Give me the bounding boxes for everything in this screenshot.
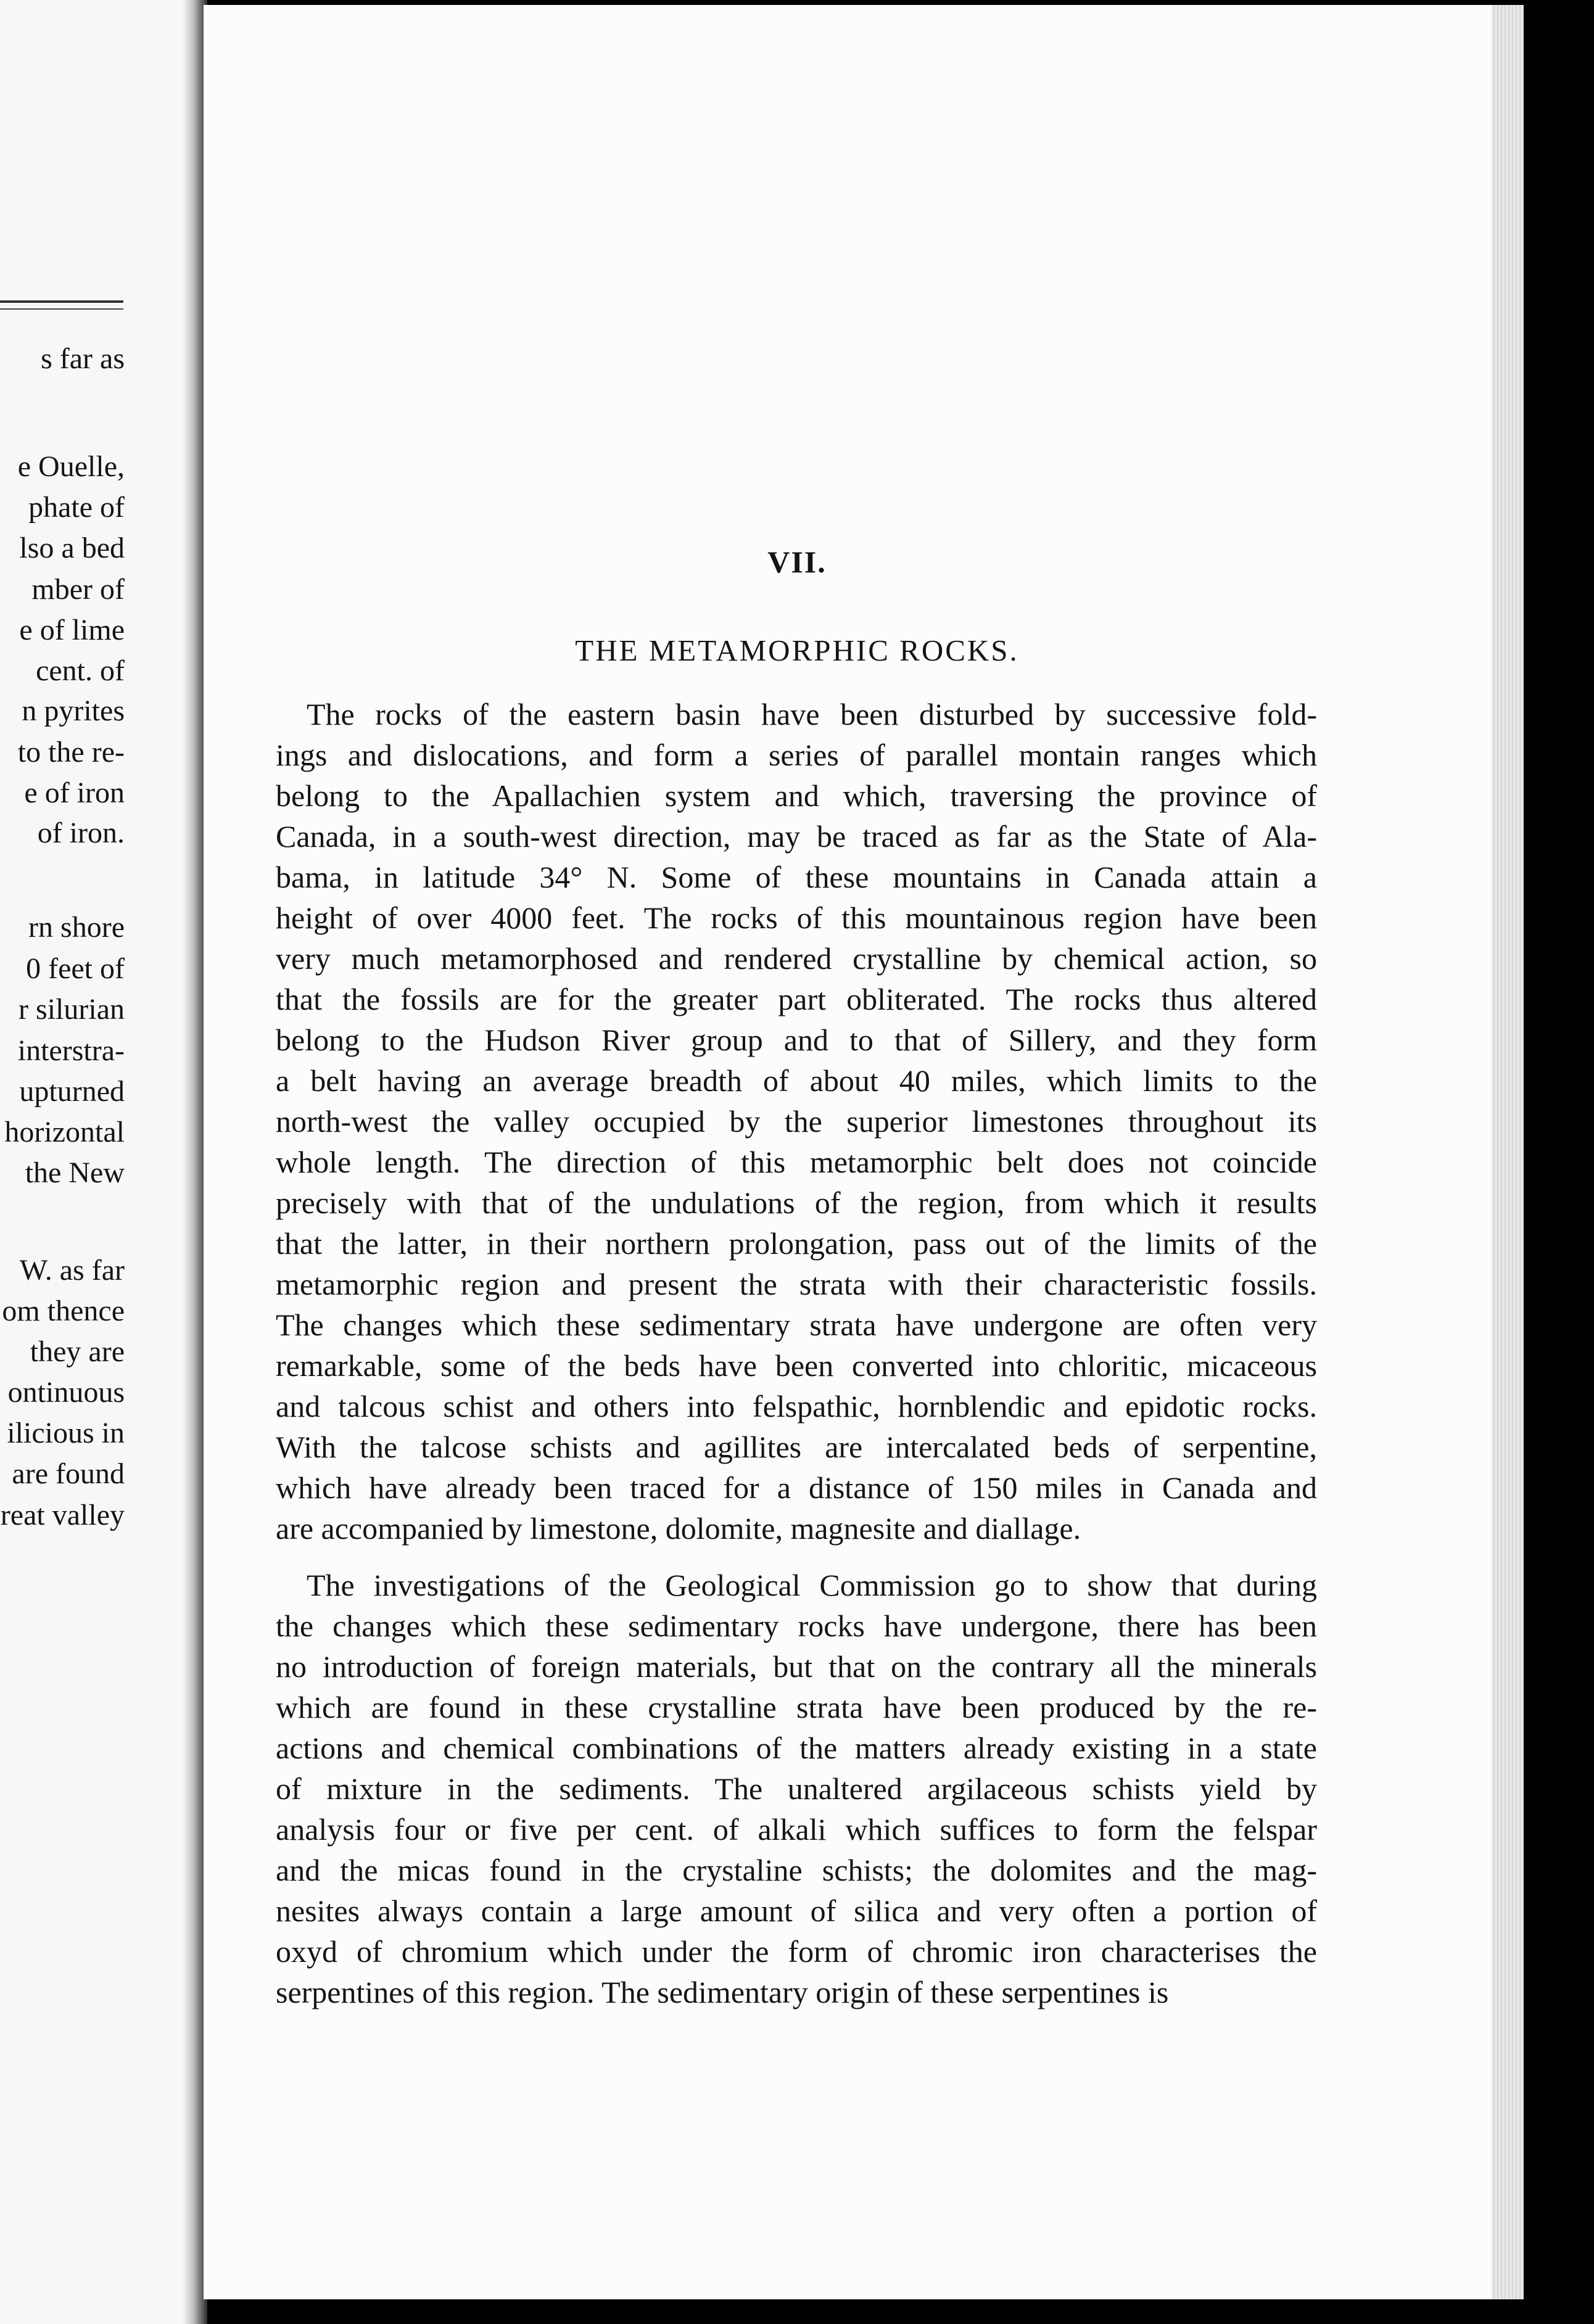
left-page-line: horizontal	[4, 1116, 125, 1148]
left-page-line: are found	[12, 1457, 125, 1490]
left-page-rule	[0, 300, 123, 303]
text-line: remarkable, some of the beds have been converted into chloritic, micaceous	[276, 1348, 1317, 1383]
text-line: actions and chemical combinations of the matters already existing in a state	[276, 1731, 1317, 1765]
left-page-line: ontinuous	[7, 1376, 125, 1409]
text-line: whole length. The direction of this metamorphic belt does not coincide	[276, 1145, 1317, 1179]
text-line: belong to the Hudson River group and to that of Sillery, and they form	[276, 1023, 1317, 1057]
paragraph	[276, 694, 1317, 1549]
left-page-line: the New	[25, 1156, 125, 1189]
left-page-fragment	[0, 0, 191, 2324]
left-page-line: e of iron	[24, 777, 125, 809]
left-page-line: ilicious in	[7, 1417, 125, 1449]
text-line: Canada, in a south-west direction, may be traced as far as the State of Ala-	[276, 819, 1317, 854]
text-line: north-west the valley occupied by the superior limestones throughout its	[276, 1104, 1317, 1139]
text-line: ings and dislocations, and form a series of parallel montain ranges which	[276, 738, 1317, 772]
left-page-line: to the re-	[17, 736, 125, 768]
text-line: are accompanied by limestone, dolomite, magnesite and diallage.	[276, 1511, 1081, 1546]
body-text	[276, 694, 1317, 2013]
left-page-rule	[0, 308, 123, 310]
text-line: which are found in these crystalline strata have been produced by the re-	[276, 1690, 1317, 1724]
text-line: bama, in latitude 34° N. Some of these mountains in Canada attain a	[276, 860, 1317, 894]
left-page-line: W. as far	[19, 1254, 125, 1287]
text-line: metamorphic region and present the strata with their characteristic fossils.	[276, 1267, 1317, 1301]
left-page-line: interstra-	[17, 1034, 125, 1067]
text-line: the changes which these sedimentary rocks have undergone, there has been	[276, 1609, 1317, 1643]
left-page-line: lso a bed	[19, 532, 125, 564]
text-line: height of over 4000 feet. The rocks of this mountainous region have been	[276, 900, 1317, 935]
text-line: which have already been traced for a distance of 150 miles in Canada and	[276, 1470, 1317, 1505]
text-line: serpentines of this region. The sedimentary origin of these serpentines is	[276, 1975, 1169, 2009]
text-line: The rocks of the eastern basin have been disturbed by successive fold-	[307, 697, 1317, 731]
text-line: With the talcose schists and agillites are intercalated beds of serpentine,	[276, 1430, 1317, 1464]
text-line: precisely with that of the undulations of the region, from which it results	[276, 1185, 1317, 1220]
chapter-numeral: VII.	[767, 545, 827, 579]
left-page-line: e Ouelle,	[17, 450, 125, 483]
text-line: nesites always contain a large amount of silica and very often a portion of	[276, 1893, 1317, 1928]
text-line: The investigations of the Geological Commission go to show that during	[307, 1568, 1317, 1602]
left-page-line: they are	[30, 1335, 125, 1368]
text-line: and talcous schist and others into felspathic, hornblendic and epidotic rocks.	[276, 1389, 1317, 1424]
text-line: no introduction of foreign materials, but that on the contrary all the minerals	[276, 1649, 1317, 1684]
left-page-line: of iron.	[37, 817, 125, 849]
text-line: that the fossils are for the greater part obliterated. The rocks thus altered	[276, 982, 1317, 1016]
left-page-line: r silurian	[19, 993, 125, 1026]
left-page-line: rn shore	[28, 911, 125, 944]
left-page-line: reat valley	[0, 1499, 125, 1531]
left-page-line: om thence	[2, 1295, 125, 1327]
text-line: very much metamorphosed and rendered crystalline by chemical action, so	[276, 941, 1317, 976]
paragraph	[276, 1565, 1317, 2013]
left-page-line: e of lime	[19, 614, 125, 646]
left-page-line: mber of	[31, 573, 125, 606]
text-line: oxyd of chromium which under the form of chromic iron characterises the	[276, 1934, 1317, 1969]
left-page-line: upturned	[19, 1075, 125, 1108]
text-line: and the micas found in the crystaline schists; the dolomites and the mag-	[276, 1853, 1317, 1887]
left-page-line: s far as	[41, 342, 125, 375]
left-page-line: n pyrites	[22, 694, 125, 727]
text-line: belong to the Apallachien system and which, traversing the province of	[276, 778, 1317, 813]
left-page-line: phate of	[28, 491, 125, 524]
text-line: that the latter, in their northern prolongation, pass out of the limits of the	[276, 1226, 1317, 1261]
text-line: analysis four or five per cent. of alkali which suffices to form the felspar	[276, 1812, 1317, 1847]
text-line: The changes which these sedimentary strata have undergone are often very	[276, 1308, 1317, 1342]
page-edges	[1492, 5, 1524, 2299]
text-line: a belt having an average breadth of about 40 miles, which limits to the	[276, 1063, 1317, 1098]
section-title: THE METAMORPHIC ROCKS.	[575, 633, 1019, 667]
left-page-line: 0 feet of	[26, 952, 125, 985]
text-line: of mixture in the sediments. The unaltered argilaceous schists yield by	[276, 1771, 1317, 1806]
left-page-line: cent. of	[36, 654, 125, 687]
